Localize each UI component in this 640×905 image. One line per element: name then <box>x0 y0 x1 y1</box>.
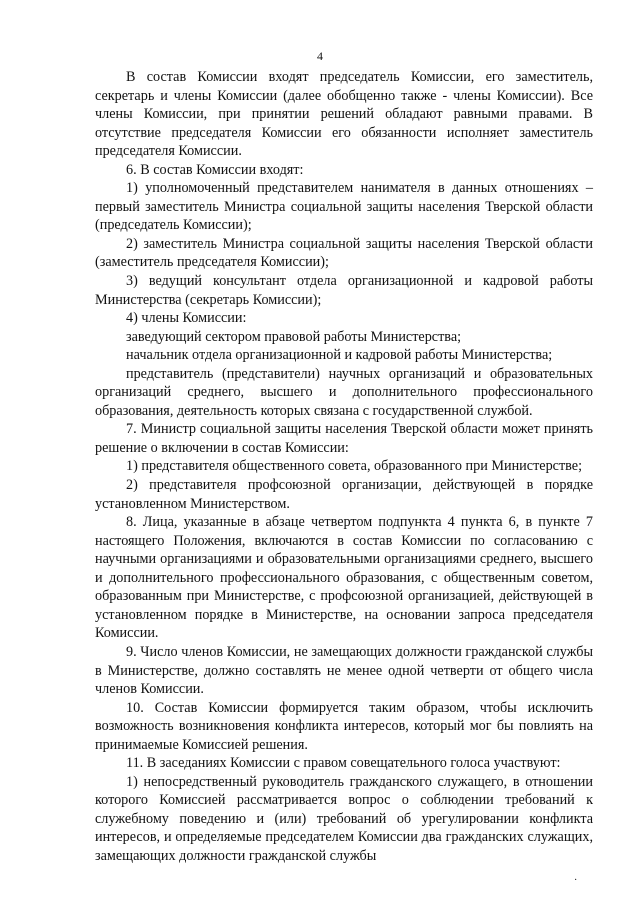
page-number: 4 <box>317 49 323 63</box>
paragraph-item-7-2: 2) представителя профсоюзной организации, действующей в порядке установленном Министерством. <box>95 477 593 512</box>
paragraph-item-11: 11. В заседаниях Комиссии с правом совещательного голоса участвуют: <box>126 755 561 772</box>
paragraph-item-7-1: 1) представителя общественного совета, образованного при Министерстве; <box>126 458 583 475</box>
paragraph-item-11-1: 1) непосредственный руководитель гражданского служащего, в отношении которого Комиссией рассматривается вопрос о соблюдении требований к служебному поведению и (или) требований об урегулировании конфликта интересов, и определяемые председателем Комиссии два гражданских служащих, замещающих должности гражданской службы <box>95 773 593 864</box>
paragraph-item-6: 6. В состав Комиссии входят: <box>126 161 304 178</box>
body-text <box>95 68 593 866</box>
paragraph-item-9: 9. Число членов Комиссии, не замещающих должности гражданской службы в Министерстве, должно составлять не менее одной четверти от общего числа членов Комиссии. <box>95 643 593 698</box>
paragraph-item-6-4: 4) члены Комиссии: <box>126 310 247 327</box>
paragraph-item-7: 7. Министр социальной защиты населения Тверской области может принять решение о включении в состав Комиссии: <box>95 421 593 456</box>
paragraph-member-representatives: представитель (представители) научных организаций и образовательных организаций среднего, высшего и дополнительного профессионального образования, деятельность которых связана с государственной службой. <box>95 365 593 419</box>
paragraph-item-6-3: 3) ведущий консультант отдела организационной и кадровой работы Министерства (секретарь Комиссии); <box>95 273 593 308</box>
paragraph-item-6-2: 2) заместитель Министра социальной защиты населения Тверской области (заместитель председателя Комиссии); <box>95 235 593 271</box>
corner-mark: · <box>574 875 578 886</box>
paragraph-member-hr-head: начальник отдела организационной и кадровой работы Министерства; <box>126 347 553 364</box>
paragraph-item-8: 8. Лица, указанные в абзаце четвертом подпункта 4 пункта 6, в пункте 7 настоящего Положения, включаются в состав Комиссии по согласованию с научными организациями и образовательными организациями среднего, высшего и дополнительного профессионального образования, с общественным советом, образованным при Министерстве, с профсоюзной организацией, действующей в установленном порядке в Министерстве, на основании запроса председателя Комиссии. <box>95 514 593 642</box>
paragraph-member-legal-sector: заведующий сектором правовой работы Министерства; <box>126 328 462 345</box>
paragraph-item-10: 10. Состав Комиссии формируется таким образом, чтобы исключить возможность возникновения конфликта интересов, который мог бы повлиять на принимаемые Комиссией решения. <box>95 699 593 753</box>
paragraph-commission-composition: В состав Комиссии входят председатель Комиссии, его заместитель, секретарь и члены Комиссии (далее обобщенно также - члены Комиссии). Все члены Комиссии, при принятии решений обладают равными правами. В отсутствие председателя Комиссии его обязанности исполняет заместитель председателя Комиссии. <box>95 69 593 160</box>
paragraph-item-6-1: 1) уполномоченный представителем нанимателя в данных отношениях – первый заместитель Министра социальной защиты населения Тверской области (председатель Комиссии); <box>95 180 593 234</box>
